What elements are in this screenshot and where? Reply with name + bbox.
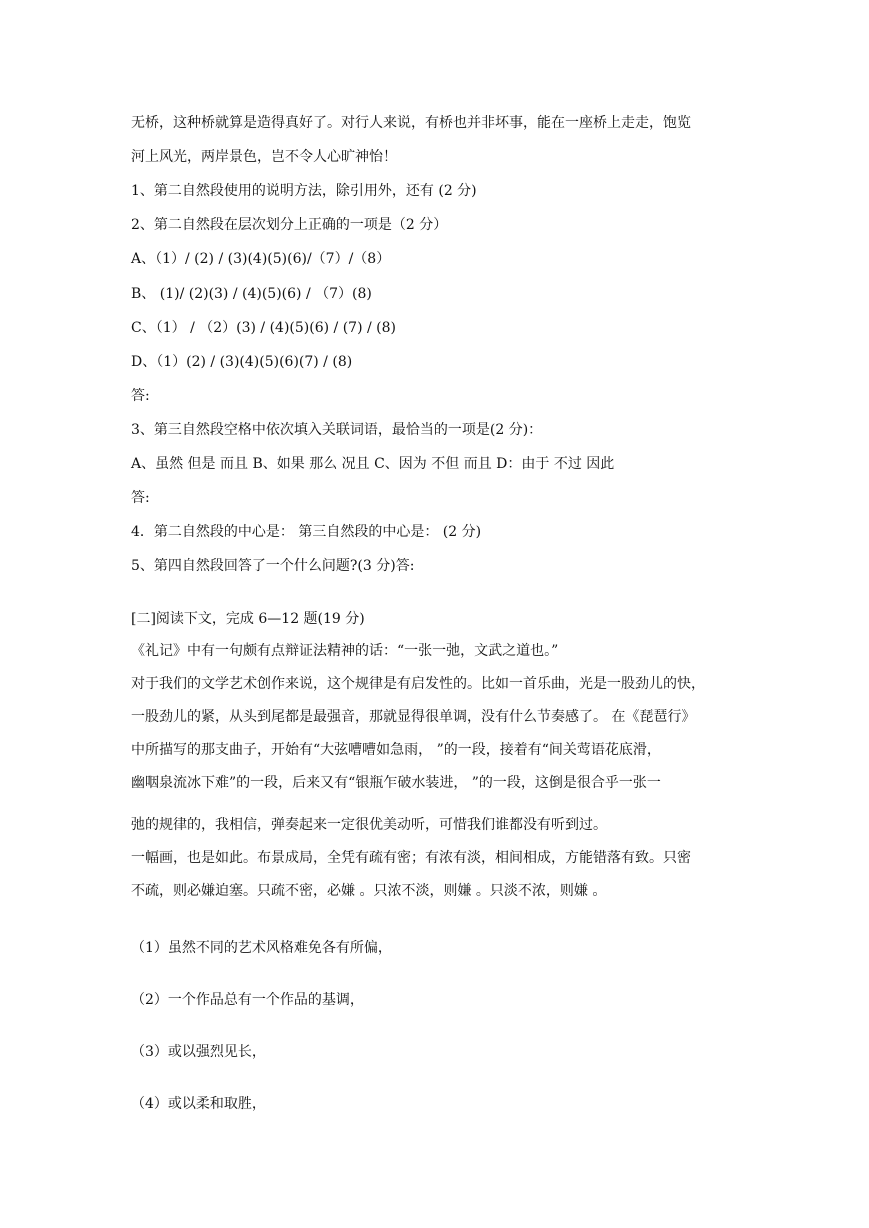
sentence-item-4: （4）或以柔和取胜，: [131, 1096, 266, 1112]
question-5: 5、第四自然段回答了一个什么问题?(3 分)答:: [131, 558, 415, 574]
passage-line: 幽咽泉流冰下难”的一段，后来又有“银瓶乍破水装进， ”的一段，这倒是很合乎一张一: [131, 775, 661, 791]
answer-label: 答:: [131, 388, 150, 404]
answer-label: 答:: [131, 490, 150, 506]
option-c: C、（1） / （2）(3) / (4)(5)(6) / (7) / (8): [131, 320, 396, 336]
option-a: A、（1）/ (2) / (3)(4)(5)(6)/（7）/（8）: [131, 251, 391, 267]
passage-line: 一幅画，也是如此。布景成局，全凭有疏有密；有浓有淡，相间相成，方能错落有致。只密: [131, 850, 691, 866]
passage-line: 对于我们的文学艺术创作来说，这个规律是有启发性的。比如一首乐曲，光是一股劲儿的快，: [131, 676, 705, 692]
passage-line: 一股劲儿的紧，从头到尾都是最强音，那就显得很单调，没有什么节奏感了。 在《琵琶行》: [131, 709, 696, 725]
passage-line: 弛的规律的，我相信，弹奏起来一定很优美动听，可惜我们谁都没有听到过。: [131, 817, 607, 833]
sentence-item-3: （3）或以强烈见长，: [131, 1044, 266, 1060]
section-heading: [二]阅读下文，完成 6—12 题(19 分): [131, 611, 365, 627]
text-line: 河上风光，两岸景色，岂不令人心旷神怡！: [131, 149, 397, 165]
sentence-item-1: （1）虽然不同的艺术风格难免各有所偏，: [131, 940, 392, 956]
passage-line: 《礼记》中有一句颇有点辩证法精神的话：“一张一弛，文武之道也。”: [131, 643, 559, 659]
passage-line: 不疏，则必嫌迫塞。只疏不密，必嫌 。只浓不淡，则嫌 。只淡不浓，则嫌 。: [131, 883, 607, 899]
text-line: 无桥，这种桥就算是造得真好了。对行人来说，有桥也并非坏事，能在一座桥上走走，饱览: [131, 115, 691, 131]
question-3: 3、第三自然段空格中依次填入关联词语，最恰当的一项是(2 分)：: [131, 422, 543, 438]
option-b: B、 (1)/ (2)(3) / (4)(5)(6) / （7）(8): [131, 286, 372, 302]
question-1: 1、第二自然段使用的说明方法，除引用外，还有 (2 分): [131, 183, 477, 199]
option-d: D、（1）(2) / (3)(4)(5)(6)(7) / (8): [131, 354, 353, 370]
passage-line: 中所描写的那支曲子，开始有“大弦嘈嘈如急雨， ”的一段，接着有“间关莺语花底滑，: [131, 742, 661, 758]
question-4: 4．第二自然段的中心是： 第三自然段的中心是： (2 分): [131, 524, 482, 540]
sentence-item-2: （2）一个作品总有一个作品的基调，: [131, 992, 364, 1008]
question-2: 2、第二自然段在层次划分上正确的一项是（2 分）: [131, 217, 448, 233]
question-3-options: A、虽然 但是 而且 B、如果 那么 况且 C、因为 不但 而且 D：由于 不过 因此: [131, 456, 615, 472]
